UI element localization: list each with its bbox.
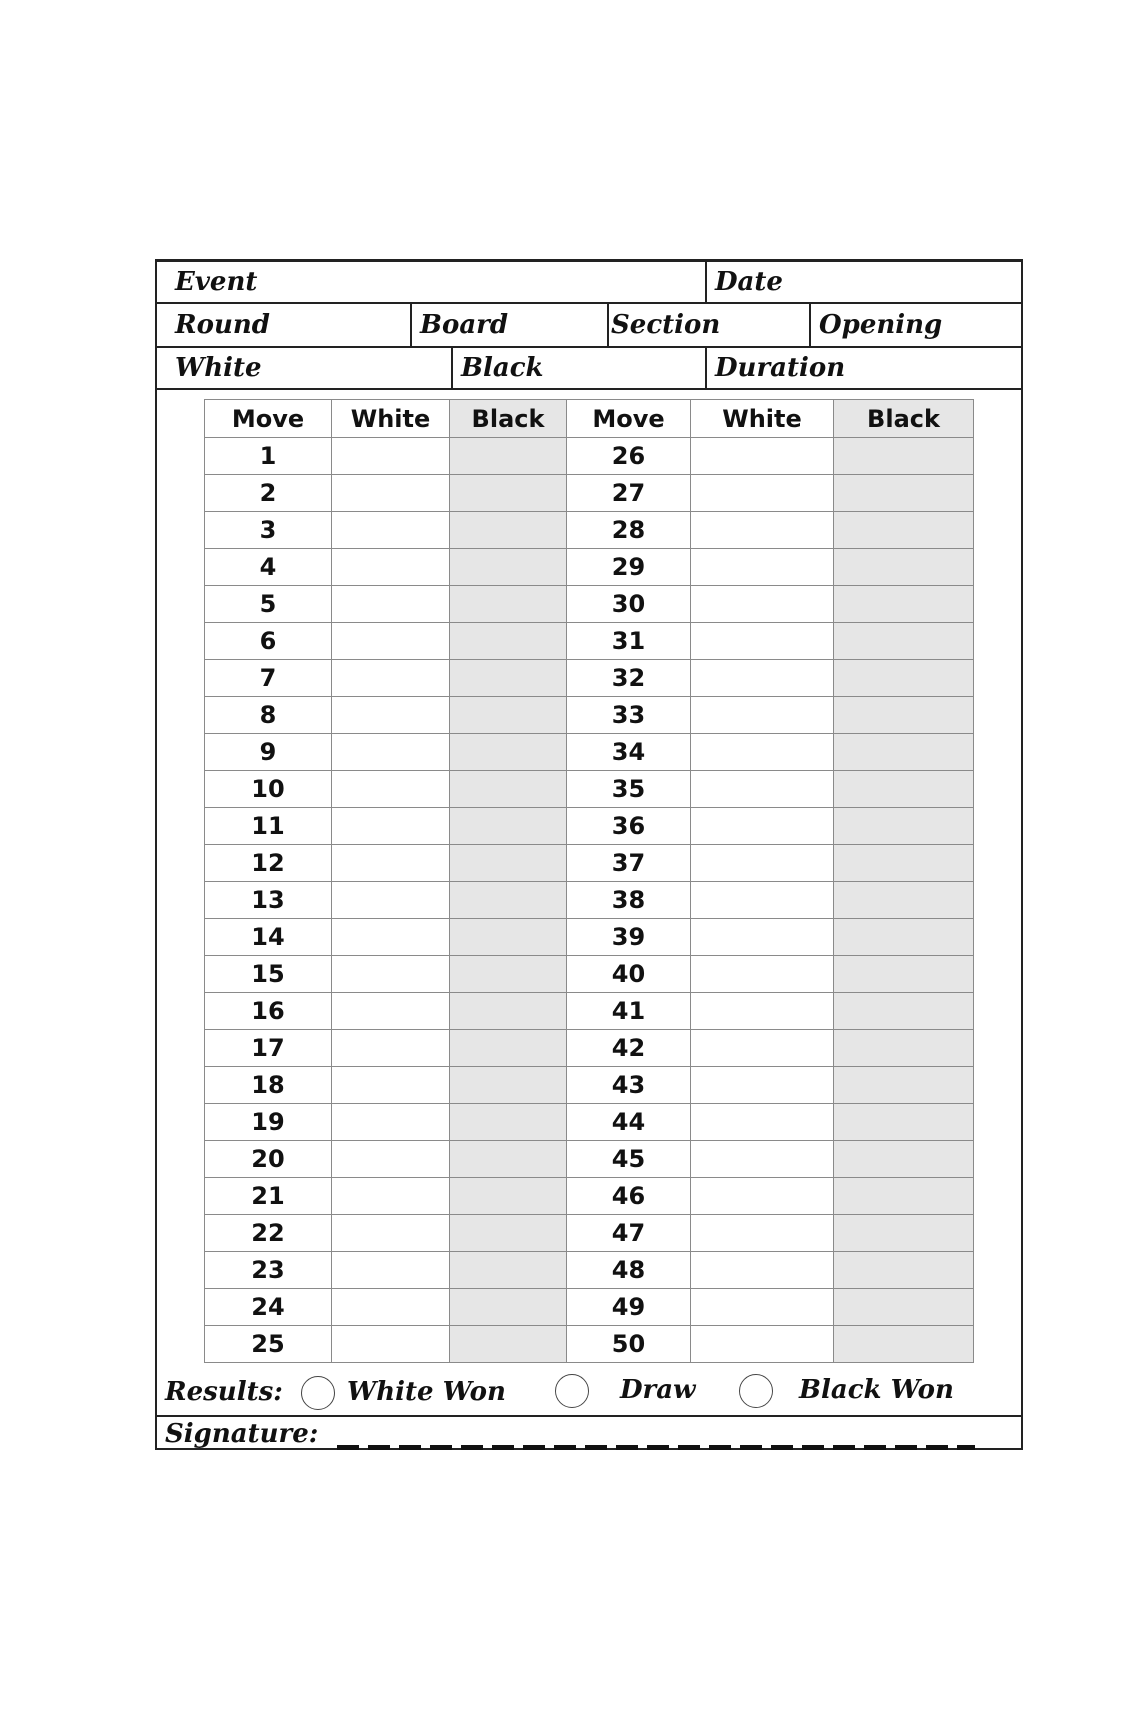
black-move-cell-left[interactable]	[450, 882, 567, 919]
move-number-left: 12	[205, 845, 332, 882]
white-player-field[interactable]	[157, 348, 451, 388]
black-player-field[interactable]	[451, 348, 705, 388]
white-move-cell-left[interactable]	[332, 697, 450, 734]
white-move-cell-right[interactable]	[691, 1289, 834, 1326]
draw-label: Draw	[620, 1375, 696, 1405]
white-move-cell-left[interactable]	[332, 845, 450, 882]
moves-table	[204, 399, 974, 1363]
white-move-cell-left[interactable]	[332, 734, 450, 771]
table-row	[205, 771, 974, 808]
white-won-label: White Won	[347, 1377, 506, 1407]
black-move-cell-right[interactable]	[834, 586, 974, 623]
header-row-1	[157, 262, 1021, 304]
white-move-cell-left[interactable]	[332, 623, 450, 660]
black-move-cell-left[interactable]	[450, 956, 567, 993]
black-move-cell-right[interactable]	[834, 845, 974, 882]
black-move-cell-right[interactable]	[834, 1104, 974, 1141]
table-row	[205, 623, 974, 660]
white-move-cell-left[interactable]	[332, 512, 450, 549]
black-move-cell-right[interactable]	[834, 475, 974, 512]
board-label: Board	[420, 310, 509, 340]
table-row	[205, 1141, 974, 1178]
table-row	[205, 1326, 974, 1363]
move-number-right: 36	[567, 808, 691, 845]
white-move-cell-right[interactable]	[691, 1030, 834, 1067]
black-move-cell-left[interactable]	[450, 1215, 567, 1252]
black-move-cell-left[interactable]	[450, 1141, 567, 1178]
white-move-cell-left[interactable]	[332, 1141, 450, 1178]
black-move-cell-right[interactable]	[834, 1141, 974, 1178]
signature-line[interactable]	[337, 1445, 975, 1450]
white-move-cell-left[interactable]	[332, 919, 450, 956]
black-move-cell-right[interactable]	[834, 1067, 974, 1104]
scoresheet	[155, 259, 1023, 1450]
black-move-cell-right[interactable]	[834, 993, 974, 1030]
move-number-right: 46	[567, 1178, 691, 1215]
move-number-right: 48	[567, 1252, 691, 1289]
move-number-left: 7	[205, 660, 332, 697]
move-number-right: 27	[567, 475, 691, 512]
black-move-cell-left[interactable]	[450, 475, 567, 512]
table-row	[205, 475, 974, 512]
move-number-left: 5	[205, 586, 332, 623]
white-move-cell-right[interactable]	[691, 438, 834, 475]
table-row	[205, 1289, 974, 1326]
white-move-cell-right[interactable]	[691, 919, 834, 956]
black-move-cell-right[interactable]	[834, 1289, 974, 1326]
black-move-cell-left[interactable]	[450, 1289, 567, 1326]
move-number-right: 45	[567, 1141, 691, 1178]
table-row	[205, 845, 974, 882]
white-move-cell-right[interactable]	[691, 1104, 834, 1141]
move-number-right: 33	[567, 697, 691, 734]
black-move-cell-right[interactable]	[834, 1326, 974, 1363]
move-number-right: 43	[567, 1067, 691, 1104]
move-number-right: 26	[567, 438, 691, 475]
white-move-cell-right[interactable]	[691, 882, 834, 919]
move-number-left: 22	[205, 1215, 332, 1252]
move-number-right: 40	[567, 956, 691, 993]
move-number-left: 13	[205, 882, 332, 919]
move-number-left: 8	[205, 697, 332, 734]
white-move-cell-right[interactable]	[691, 993, 834, 1030]
move-number-left: 15	[205, 956, 332, 993]
moves-header-row	[205, 400, 974, 438]
event-label: Event	[175, 267, 258, 297]
black-move-cell-right[interactable]	[834, 1030, 974, 1067]
duration-label: Duration	[715, 353, 846, 383]
white-move-cell-right[interactable]	[691, 586, 834, 623]
black-move-cell-right[interactable]	[834, 771, 974, 808]
move-number-right: 29	[567, 549, 691, 586]
header-row-3	[157, 348, 1021, 390]
white-move-cell-left[interactable]	[332, 549, 450, 586]
move-number-left: 17	[205, 1030, 332, 1067]
white-move-cell-left[interactable]	[332, 1104, 450, 1141]
move-number-left: 1	[205, 438, 332, 475]
table-row	[205, 1178, 974, 1215]
black-move-cell-left[interactable]	[450, 1067, 567, 1104]
move-number-right: 34	[567, 734, 691, 771]
move-number-left: 2	[205, 475, 332, 512]
move-number-left: 11	[205, 808, 332, 845]
black-move-cell-left[interactable]	[450, 586, 567, 623]
move-number-right: 31	[567, 623, 691, 660]
moves-body	[205, 438, 974, 1363]
move-number-left: 19	[205, 1104, 332, 1141]
black-move-cell-right[interactable]	[834, 1178, 974, 1215]
black-move-cell-right[interactable]	[834, 734, 974, 771]
black-move-cell-left[interactable]	[450, 993, 567, 1030]
black-move-cell-right[interactable]	[834, 660, 974, 697]
move-number-left: 14	[205, 919, 332, 956]
move-number-right: 37	[567, 845, 691, 882]
black-move-cell-right[interactable]	[834, 956, 974, 993]
move-number-right: 32	[567, 660, 691, 697]
white-move-cell-right[interactable]	[691, 734, 834, 771]
table-row	[205, 1252, 974, 1289]
white-move-cell-right[interactable]	[691, 1141, 834, 1178]
table-row	[205, 512, 974, 549]
move-number-right: 39	[567, 919, 691, 956]
table-row	[205, 1215, 974, 1252]
black-move-cell-left[interactable]	[450, 697, 567, 734]
move-number-left: 3	[205, 512, 332, 549]
white-move-cell-left[interactable]	[332, 586, 450, 623]
move-number-left: 6	[205, 623, 332, 660]
table-row	[205, 1104, 974, 1141]
black-move-cell-right[interactable]	[834, 697, 974, 734]
move-number-right: 47	[567, 1215, 691, 1252]
black-move-cell-left[interactable]	[450, 1178, 567, 1215]
col-header-white-right: White	[691, 400, 834, 438]
table-row	[205, 993, 974, 1030]
white-move-cell-left[interactable]	[332, 1252, 450, 1289]
move-number-left: 24	[205, 1289, 332, 1326]
white-move-cell-right[interactable]	[691, 549, 834, 586]
move-number-right: 35	[567, 771, 691, 808]
signature-label: Signature:	[165, 1419, 319, 1449]
black-move-cell-left[interactable]	[450, 771, 567, 808]
white-move-cell-right[interactable]	[691, 771, 834, 808]
white-move-cell-right[interactable]	[691, 845, 834, 882]
move-number-right: 41	[567, 993, 691, 1030]
white-move-cell-left[interactable]	[332, 993, 450, 1030]
black-player-label: Black	[461, 353, 544, 383]
white-move-cell-right[interactable]	[691, 697, 834, 734]
round-field[interactable]	[157, 304, 410, 346]
move-number-left: 9	[205, 734, 332, 771]
black-move-cell-left[interactable]	[450, 623, 567, 660]
white-move-cell-left[interactable]	[332, 1067, 450, 1104]
black-move-cell-right[interactable]	[834, 1252, 974, 1289]
black-move-cell-right[interactable]	[834, 882, 974, 919]
move-number-left: 4	[205, 549, 332, 586]
white-move-cell-left[interactable]	[332, 1326, 450, 1363]
date-field[interactable]	[705, 262, 1021, 302]
col-header-move-left: Move	[205, 400, 332, 438]
white-move-cell-right[interactable]	[691, 1067, 834, 1104]
black-won-label: Black Won	[799, 1375, 954, 1405]
table-row	[205, 1030, 974, 1067]
white-move-cell-left[interactable]	[332, 1178, 450, 1215]
white-move-cell-right[interactable]	[691, 623, 834, 660]
table-row	[205, 697, 974, 734]
table-row	[205, 549, 974, 586]
move-number-right: 50	[567, 1326, 691, 1363]
col-header-white-left: White	[332, 400, 450, 438]
move-number-right: 28	[567, 512, 691, 549]
white-move-cell-left[interactable]	[332, 660, 450, 697]
table-row	[205, 882, 974, 919]
move-number-left: 10	[205, 771, 332, 808]
black-move-cell-right[interactable]	[834, 1215, 974, 1252]
white-move-cell-left[interactable]	[332, 1289, 450, 1326]
duration-field[interactable]	[705, 348, 1021, 388]
white-move-cell-left[interactable]	[332, 1030, 450, 1067]
black-move-cell-right[interactable]	[834, 623, 974, 660]
black-move-cell-left[interactable]	[450, 1104, 567, 1141]
white-move-cell-left[interactable]	[332, 475, 450, 512]
white-move-cell-right[interactable]	[691, 1178, 834, 1215]
white-move-cell-right[interactable]	[691, 1215, 834, 1252]
white-player-label: White	[175, 353, 262, 383]
section-label: Section	[611, 310, 721, 340]
white-move-cell-left[interactable]	[332, 438, 450, 475]
black-move-cell-left[interactable]	[450, 1252, 567, 1289]
move-number-right: 42	[567, 1030, 691, 1067]
move-number-left: 20	[205, 1141, 332, 1178]
black-move-cell-left[interactable]	[450, 1030, 567, 1067]
signature-row	[157, 1417, 1021, 1451]
white-move-cell-left[interactable]	[332, 956, 450, 993]
round-label: Round	[175, 310, 270, 340]
white-move-cell-left[interactable]	[332, 771, 450, 808]
black-move-cell-right[interactable]	[834, 808, 974, 845]
table-row	[205, 438, 974, 475]
white-move-cell-left[interactable]	[332, 1215, 450, 1252]
event-field[interactable]	[157, 262, 705, 302]
white-move-cell-right[interactable]	[691, 808, 834, 845]
black-move-cell-left[interactable]	[450, 808, 567, 845]
white-move-cell-left[interactable]	[332, 882, 450, 919]
opening-field[interactable]	[809, 304, 1021, 346]
white-won-radio[interactable]	[301, 1376, 335, 1410]
white-move-cell-right[interactable]	[691, 1326, 834, 1363]
black-won-radio[interactable]	[739, 1374, 773, 1408]
white-move-cell-right[interactable]	[691, 512, 834, 549]
white-move-cell-right[interactable]	[691, 475, 834, 512]
black-move-cell-left[interactable]	[450, 1326, 567, 1363]
draw-radio[interactable]	[555, 1374, 589, 1408]
board-field[interactable]	[410, 304, 607, 346]
move-number-left: 21	[205, 1178, 332, 1215]
opening-label: Opening	[819, 310, 943, 340]
black-move-cell-left[interactable]	[450, 734, 567, 771]
black-move-cell-right[interactable]	[834, 512, 974, 549]
table-row	[205, 660, 974, 697]
black-move-cell-right[interactable]	[834, 549, 974, 586]
move-number-right: 49	[567, 1289, 691, 1326]
table-row	[205, 1067, 974, 1104]
white-move-cell-right[interactable]	[691, 956, 834, 993]
black-move-cell-left[interactable]	[450, 919, 567, 956]
move-number-left: 23	[205, 1252, 332, 1289]
move-number-left: 25	[205, 1326, 332, 1363]
table-row	[205, 734, 974, 771]
col-header-black-left: Black	[450, 400, 567, 438]
date-label: Date	[715, 267, 783, 297]
black-move-cell-left[interactable]	[450, 438, 567, 475]
black-move-cell-right[interactable]	[834, 438, 974, 475]
table-row	[205, 956, 974, 993]
col-header-move-right: Move	[567, 400, 691, 438]
move-number-right: 44	[567, 1104, 691, 1141]
col-header-black-right: Black	[834, 400, 974, 438]
section-field[interactable]	[607, 304, 809, 346]
table-row	[205, 919, 974, 956]
black-move-cell-left[interactable]	[450, 512, 567, 549]
black-move-cell-left[interactable]	[450, 660, 567, 697]
white-move-cell-right[interactable]	[691, 1252, 834, 1289]
move-number-left: 18	[205, 1067, 332, 1104]
table-row	[205, 586, 974, 623]
header-row-2	[157, 304, 1021, 348]
move-number-right: 38	[567, 882, 691, 919]
black-move-cell-left[interactable]	[450, 549, 567, 586]
results-row	[157, 1373, 1021, 1417]
black-move-cell-left[interactable]	[450, 845, 567, 882]
black-move-cell-right[interactable]	[834, 919, 974, 956]
table-row	[205, 808, 974, 845]
white-move-cell-left[interactable]	[332, 808, 450, 845]
move-number-right: 30	[567, 586, 691, 623]
results-label: Results:	[165, 1377, 283, 1407]
move-number-left: 16	[205, 993, 332, 1030]
white-move-cell-right[interactable]	[691, 660, 834, 697]
